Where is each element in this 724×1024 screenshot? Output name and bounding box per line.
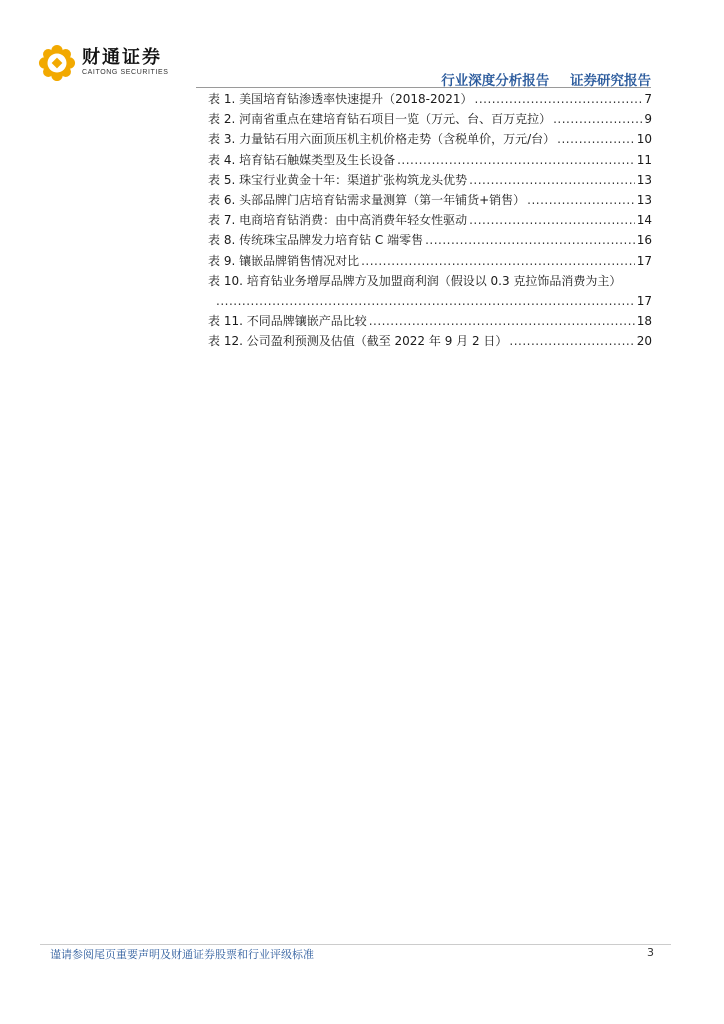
toc-leader [469,170,635,190]
brand-name-cn: 财通证券 [82,47,162,68]
toc-leader [557,129,635,149]
toc-leader [361,251,635,271]
toc-entry-title: 表 5. 珠宝行业黄金十年：渠道扩张构筑龙头优势 [208,172,468,187]
report-category: 证券研究报告 [570,73,651,89]
brand-logo [38,44,169,82]
footer-disclaimer: 谨请参阅尾页重要声明及财通证券股票和行业评级标准 [50,948,314,961]
toc-entry[interactable] [208,109,652,129]
toc-entry-title: 表 7. 电商培育钻消费：由中高消费年轻女性驱动 [208,213,468,228]
toc-entry-page: 16 [636,233,652,248]
toc-entry[interactable] [208,129,652,149]
toc-entry-page: 14 [636,213,652,228]
toc-entry[interactable] [208,150,652,170]
toc-entry-page: 18 [636,314,652,329]
toc-leader [369,311,635,331]
toc-leader [509,331,634,351]
footer-divider [40,944,671,945]
caitong-logo-icon [38,44,76,82]
toc-leader [527,190,635,210]
toc-entry-page: 13 [636,172,652,187]
toc-entry[interactable] [208,331,652,351]
toc-entry-title: 表 6. 头部品牌门店培育钻需求量测算（第一年铺货+销售） [208,192,526,207]
toc-leader [216,291,635,311]
toc-entry-page: 11 [636,152,652,167]
toc-entry[interactable] [208,89,652,109]
toc-entry-title: 表 9. 镶嵌品牌销售情况对比 [208,253,360,268]
toc-entry[interactable] [208,230,652,250]
toc-entry[interactable] [208,311,652,331]
toc-entry-title: 表 3. 力量钻石用六面顶压机主机价格走势（含税单价，万元/台） [208,132,556,147]
toc-leader [469,210,635,230]
toc-entry[interactable] [208,190,652,210]
toc-entry-title: 表 1. 美国培育钻渗透率快速提升（2018-2021） [208,92,473,106]
toc-entry[interactable] [208,210,652,230]
toc-entry-page: 7 [644,92,652,106]
toc-leader [553,109,642,129]
header-divider [196,87,651,88]
toc-entry-title: 表 12. 公司盈利预测及估值（截至 2022 年 9 月 2 日） [208,334,508,349]
toc-leader [475,89,643,109]
toc-entry[interactable] [208,170,652,190]
toc-entry-title: 表 4. 培育钻石触媒类型及生长设备 [208,152,396,167]
toc-entry-title: 表 8. 传统珠宝品牌发力培育钻 C 端零售 [208,233,424,248]
toc-entry[interactable] [208,251,652,271]
toc-entry-page: 13 [636,192,652,207]
toc-entry-page: 17 [636,293,652,308]
toc-entry-title: 表 10. 培育钻业务增厚品牌方及加盟商利润（假设以 0.3 克拉饰品消费为主） [208,273,622,288]
toc-entry-page: 10 [636,132,652,147]
toc-leader [425,230,635,250]
toc-entry-title: 表 2. 河南省重点在建培育钻石项目一览（万元、台、百万克拉） [208,112,552,127]
toc-entry-page: 20 [636,334,652,349]
toc-entry-title: 表 11. 不同品牌镶嵌产品比较 [208,314,367,329]
toc-entry[interactable] [208,271,652,291]
toc-leader [397,150,635,170]
brand-name [82,48,169,78]
report-type: 行业深度分析报告 [441,73,550,89]
toc-entry-page: 9 [644,112,652,127]
brand-name-en: CAITONG SECURITIES [82,69,169,76]
table-of-figures [208,89,652,351]
toc-entry-continuation[interactable] [208,291,652,311]
page-number: 3 [647,946,654,959]
toc-entry-page: 17 [636,253,652,268]
report-header [441,69,651,89]
